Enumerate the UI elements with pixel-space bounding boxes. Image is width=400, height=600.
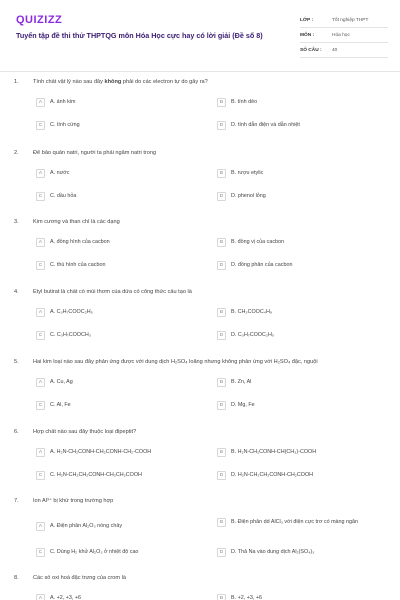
- option-d[interactable]: D D. tính dẫn điện và dẫn nhiệt: [217, 121, 300, 130]
- option-c[interactable]: C C. dầu hỏa: [36, 192, 76, 201]
- question-7: [0, 498, 400, 566]
- option-b[interactable]: B B. Zn, Al: [217, 378, 251, 387]
- question-3: [0, 219, 400, 279]
- question-text: Để bảo quản natri, người ta phải ngâm natri trong: [33, 150, 157, 156]
- option-d[interactable]: D D. Mg, Fe: [217, 401, 255, 410]
- header-divider: [0, 71, 400, 72]
- option-c[interactable]: C C. H₂N-CH₂CH₂CONH-CH₂CH₂COOH: [36, 471, 142, 480]
- meta-value: 40: [332, 47, 338, 53]
- option-b[interactable]: B B. rượu etylic: [217, 169, 263, 178]
- option-b[interactable]: B B. đồng vị của cacbon: [217, 238, 284, 247]
- question-number: 6.: [14, 429, 19, 435]
- option-d[interactable]: D D. C₃H₇COOC₂H₅: [217, 331, 274, 340]
- option-c[interactable]: C C. C₃H₇COOCH₃: [36, 331, 91, 340]
- question-text: Kim cương và than chì là các dạng: [33, 219, 120, 225]
- meta-row-count: [300, 43, 388, 58]
- option-a[interactable]: A A. ánh kim: [36, 98, 75, 107]
- option-d[interactable]: D D. Thả Na vào dung dịch Al₂(SO₄)₃: [217, 548, 314, 557]
- option-d[interactable]: D D. H₂N-CH₂CH₂CONH-CH₂COOH: [217, 471, 313, 480]
- option-a[interactable]: A A. Điện phân Al₂O₃ nóng chảy: [36, 522, 122, 531]
- option-a[interactable]: A A. +2, +3, +6: [36, 594, 81, 600]
- option-d[interactable]: D D. phenol lỏng: [217, 192, 266, 201]
- option-a[interactable]: A A. Cu, Ag: [36, 378, 73, 387]
- question-text: Hai kim loại nào sau đây phản ứng được với dung dịch H₂SO₄ loãng nhưng không phản ứng với H₂SO₄ đặc, nguội: [33, 359, 318, 365]
- option-c[interactable]: C C. tính cứng: [36, 121, 80, 130]
- meta-label: LỚP :: [300, 17, 314, 23]
- option-d[interactable]: D D. đồng phân của cacbon: [217, 261, 292, 270]
- meta-row-subject: [300, 28, 388, 43]
- question-4: [0, 289, 400, 349]
- option-a[interactable]: A A. C₃H₇COOC₂H₅: [36, 308, 93, 317]
- option-a[interactable]: A A. đồng hình của cacbon: [36, 238, 110, 247]
- question-6: [0, 429, 400, 489]
- question-number: 1.: [14, 79, 19, 85]
- option-b[interactable]: B B. CH₃COOC₄H₉: [217, 308, 272, 317]
- option-a[interactable]: A A. nước: [36, 169, 69, 178]
- option-b[interactable]: B B. tính dẻo: [217, 98, 257, 107]
- worksheet-header: [0, 0, 400, 70]
- question-2: [0, 150, 400, 210]
- option-b[interactable]: B B. Điện phân dd AlCl₃ với điện cực trơ có màng ngăn: [217, 518, 381, 527]
- question-1: [0, 79, 400, 139]
- question-text: Etyl butirat là chất có mùi thơm của dứa có công thức cấu tạo là: [33, 289, 192, 295]
- meta-row-class: [300, 13, 388, 28]
- question-number: 7.: [14, 498, 19, 504]
- option-c[interactable]: C C. thù hình của cacbon: [36, 261, 105, 270]
- quizizz-logo: QUIZIZZ: [16, 14, 63, 26]
- question-text: Tính chất vật lý nào sau đây không phải do các electron tự do gây ra?: [33, 79, 208, 85]
- worksheet-title: Tuyển tập đề thi thử THPTQG môn Hóa Học cực hay có lời giải (Đề số 8): [16, 31, 263, 40]
- question-number: 5.: [14, 359, 19, 365]
- question-text: Ion Al³⁺ bị khử trong trường hợp: [33, 498, 114, 504]
- question-text: Hợp chất nào sau đây thuộc loại đipeptit?: [33, 429, 137, 435]
- worksheet-meta: [300, 13, 388, 58]
- option-c[interactable]: C C. Al, Fe: [36, 401, 71, 410]
- question-5: [0, 359, 400, 419]
- option-a[interactable]: A A. H₂N-CH₂CONH-CH₂CONH-CH₂-COOH: [36, 448, 151, 457]
- question-number: 3.: [14, 219, 19, 225]
- option-c[interactable]: C C. Dùng H₂ khử Al₂O₃ ở nhiệt độ cao: [36, 548, 138, 557]
- question-text: Các số oxi hoá đặc trưng của crom là: [33, 575, 126, 581]
- question-number: 2.: [14, 150, 19, 156]
- meta-value: Hóa học: [332, 32, 350, 38]
- question-number: 8.: [14, 575, 19, 581]
- question-8: [0, 575, 400, 600]
- meta-value: Tốt nghiệp THPT: [332, 17, 369, 23]
- meta-label: SỐ CÂU :: [300, 47, 322, 53]
- option-b[interactable]: B B. +2, +3, +6: [217, 594, 262, 600]
- question-number: 4.: [14, 289, 19, 295]
- option-b[interactable]: B B. H₂N-CH₂CONH-CH(CH₃)-COOH: [217, 448, 316, 457]
- meta-label: MÔN :: [300, 32, 315, 38]
